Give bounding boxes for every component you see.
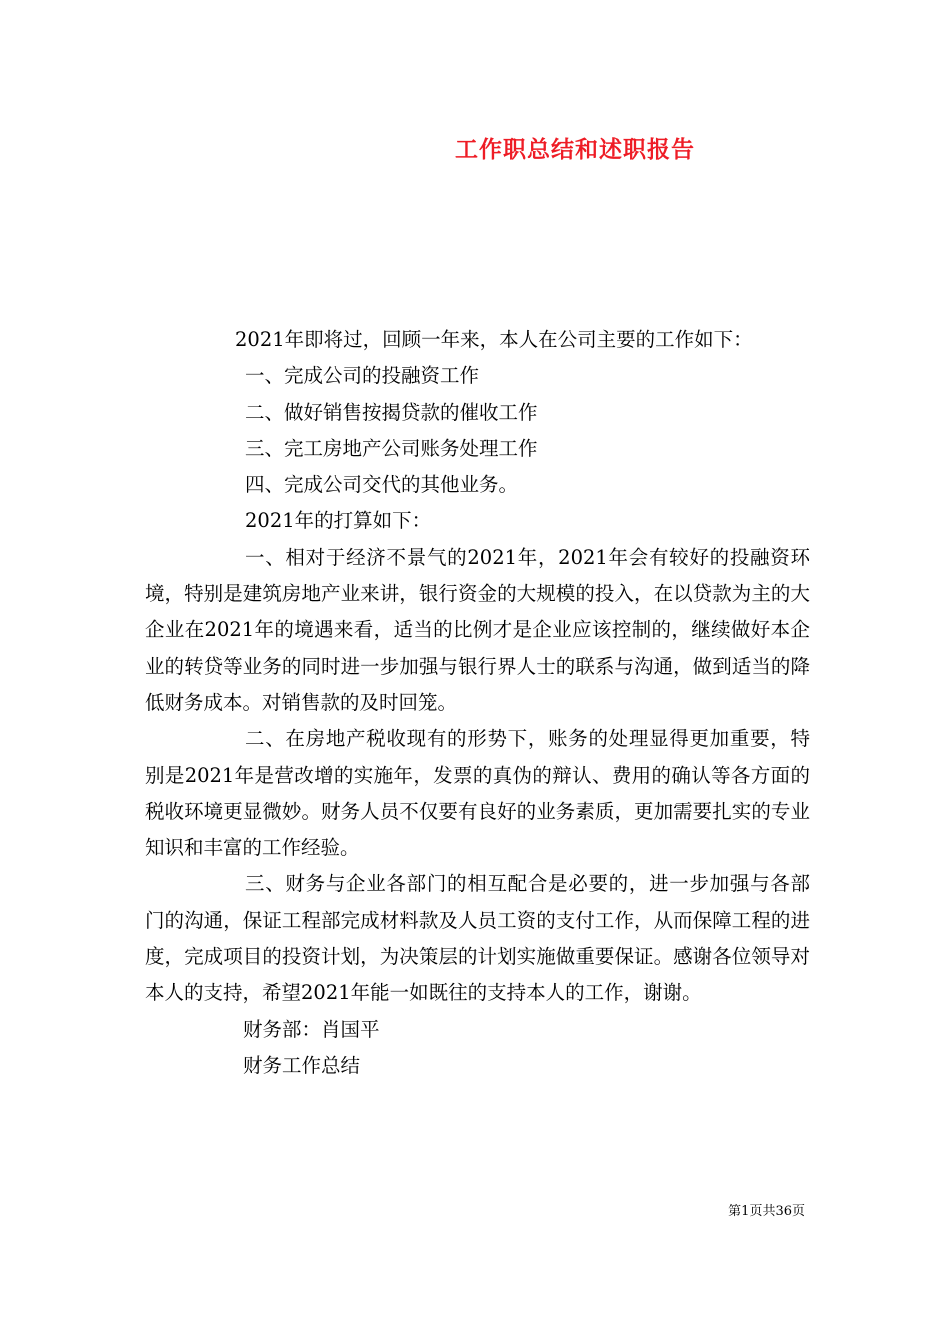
intro-line: 2021年即将过，回顾一年来，本人在公司主要的工作如下： bbox=[235, 328, 753, 351]
work-item-1: 一、完成公司的投融资工作 bbox=[245, 364, 480, 388]
plan-paragraph-1: 一、相对于经济不景气的2021年，2021年会有较好的投融资环境，特别是建筑房地产业来讲，银行资金的大规模的投入，在以贷款为主的大企业在2021年的境遇来看，适当的比例才是企业应该控制的，继续做好本企业的转贷等业务的同时进一步加强与银行界人士的联系与沟通，做到适当的降低财务成本。对销售款的及时回笼。 bbox=[145, 545, 810, 714]
signature-line: 财务部：肖国平 bbox=[243, 1017, 380, 1041]
work-item-4: 四、完成公司交代的其他业务。 bbox=[245, 473, 519, 497]
closing-title: 财务工作总结 bbox=[243, 1053, 361, 1077]
plan-paragraph-3: 三、财务与企业各部门的相互配合是必要的，进一步加强与各部门的沟通，保证工程部完成材料款及人员工资的支付工作，从而保障工程的进度，完成项目的投资计划，为决策层的计划实施做重要保证。感谢各位领导对本人的支持，希望2021年能一如既往的支持本人的工作，谢谢。 bbox=[145, 872, 810, 1005]
plan-paragraph-2: 二、在房地产税收现有的形势下，账务的处理显得更加重要，特别是2021年是营改增的实施年，发票的真伪的辩认、费用的确认等各方面的税收环境更显微妙。财务人员不仅要有良好的业务素质，更加需要扎实的专业知识和丰富的工作经验。 bbox=[145, 727, 810, 860]
page-number-footer: 第1页共36页 bbox=[728, 1204, 805, 1219]
work-item-3: 三、完工房地产公司账务处理工作 bbox=[245, 436, 538, 460]
work-item-2: 二、做好销售按揭贷款的催收工作 bbox=[245, 400, 538, 424]
document-title: 工作职总结和述职报告 bbox=[455, 136, 695, 163]
document-body bbox=[145, 322, 810, 1084]
plan-heading: 2021年的打算如下： bbox=[245, 509, 432, 533]
